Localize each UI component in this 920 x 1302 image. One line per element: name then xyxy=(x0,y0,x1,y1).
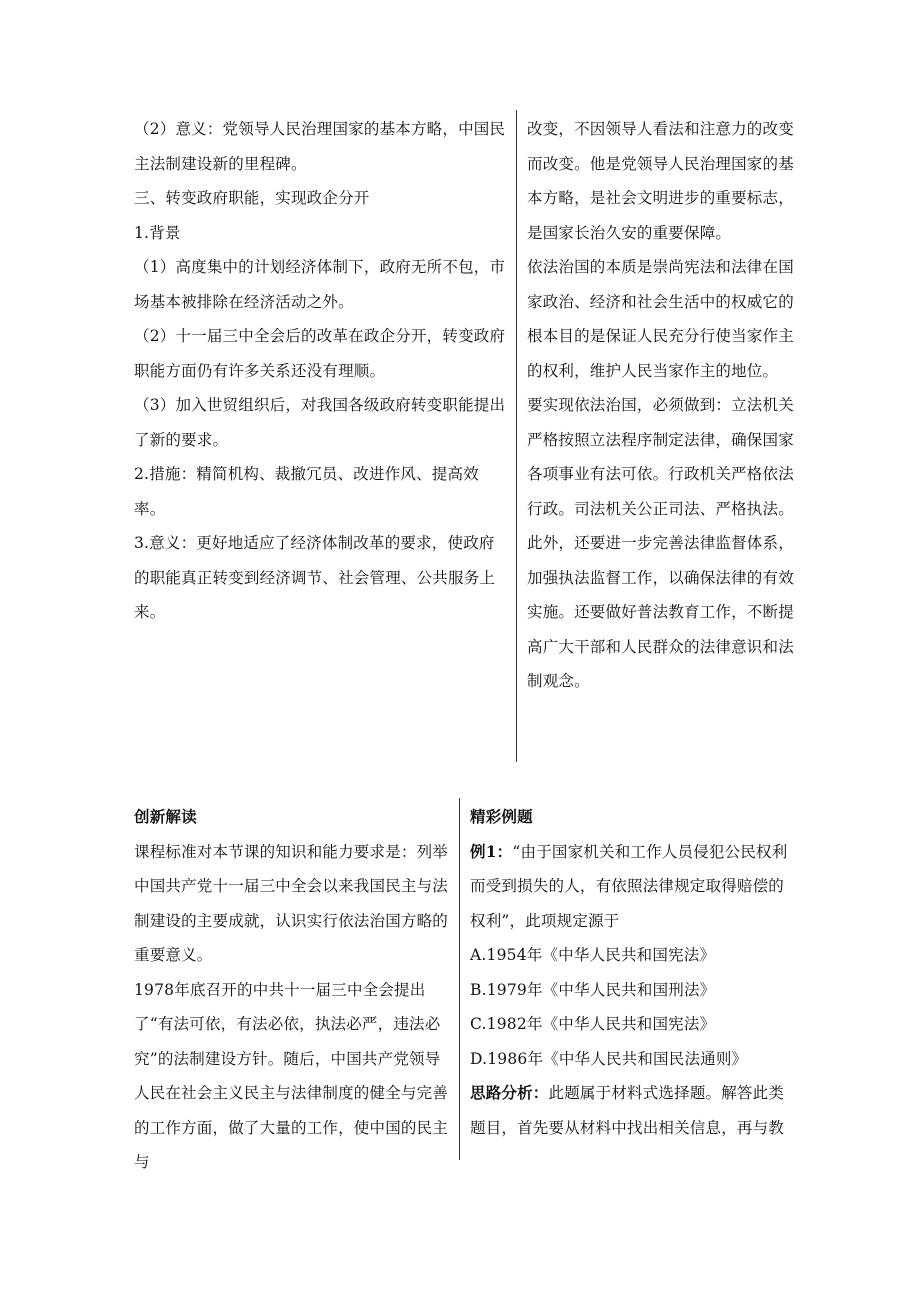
analysis-label: 思路分析： xyxy=(470,1083,549,1102)
option-a: A.1954年《中华人民共和国宪法》 xyxy=(470,946,716,964)
top-left-column xyxy=(134,112,510,630)
innovation-heading: 创新解读 xyxy=(134,807,197,826)
analysis-paragraph xyxy=(470,1076,796,1145)
rule-of-law-essence: 依法治国的本质是崇尚宪法和法律在国家政治、经济和社会生活中的权威它的根本目的是保证人民充分行使当家作主的权利，维护人民当家作主的地位。 xyxy=(527,258,794,380)
meaning-paragraph: 3.意义：更好地适应了经济体制改革的要求，使政府的职能真正转变到经济调节、社会管理、公共服务上来。 xyxy=(134,534,496,621)
rule-of-law-requirements: 要实现依法治国，必须做到：立法机关严格按照立法程序制定法律，确保国家各项事业有法可依。行政机关严格依法行政。司法机关公正司法、严格执法。此外，还要进一步完善法律监督体系，加强执法监督工作，以确保法律的有效实施。还要做好普法教育工作，不断提高广大干部和人民群众的法律意识和法制观念。 xyxy=(527,396,794,690)
top-right-column xyxy=(527,112,795,699)
example-text: “由于国家机关和工作人员侵犯公民权利而受到损失的人，有依照法律规定取得赔偿的权利”，此项规定源于 xyxy=(470,842,788,930)
bottom-right-column xyxy=(470,800,796,1145)
section-three-heading: 三、转变政府职能，实现政企分开 xyxy=(134,189,370,207)
bottom-left-column xyxy=(134,800,454,1180)
rule-of-law-continued: 改变，不因领导人看法和注意力的改变而改变。他是党领导人民治理国家的基本方略，是社会文明进步的重要标志，是国家长治久安的重要保障。 xyxy=(527,120,794,242)
curriculum-paragraph: 课程标准对本节课的知识和能力要求是：列举中国共产党十一届三中全会以来我国民主与法制建设的主要成就，认识实行依法治国方略的重要意义。 xyxy=(134,842,449,964)
top-column-divider xyxy=(516,110,517,762)
bottom-column-divider xyxy=(459,798,460,1160)
examples-heading: 精彩例题 xyxy=(470,807,533,826)
background-heading: 1.背景 xyxy=(134,223,181,242)
background-item-3: （3）加入世贸组织后，对我国各级政府转变职能提出了新的要求。 xyxy=(134,396,506,449)
option-c: C.1982年《中华人民共和国宪法》 xyxy=(470,1015,716,1033)
background-item-2: （2）十一届三中全会后的改革在政企分开，转变政府职能方面仍有许多关系还没有理顺。 xyxy=(134,327,506,380)
background-item-1: （1）高度集中的计划经济体制下，政府无所不包，市场基本被排除在经济活动之外。 xyxy=(134,258,506,311)
significance-paragraph: （2）意义：党领导人民治理国家的基本方略，中国民主法制建设新的里程碑。 xyxy=(134,120,506,173)
example-question xyxy=(470,835,796,939)
option-b: B.1979年《中华人民共和国刑法》 xyxy=(470,980,716,999)
measures-paragraph: 2.措施：精简机构、裁撤冗员、改进作风、提高效率。 xyxy=(134,465,479,518)
analysis-text: 此题属于材料式选择题。解答此类题目，首先要从材料中找出相关信息，再与教 xyxy=(470,1084,785,1137)
history-paragraph: 1978年底召开的中共十一届三中全会提出了“有法可依，有法必依，执法必严，违法必究”的法制建设方针。随后，中国共产党领导人民在社会主义民主与法律制度的健全与完善的工作方面，做了大量的工作，使中国的民主与 xyxy=(134,980,449,1171)
example-label: 例1： xyxy=(470,841,513,861)
option-d: D.1986年《中华人民共和国民法通则》 xyxy=(470,1049,748,1068)
